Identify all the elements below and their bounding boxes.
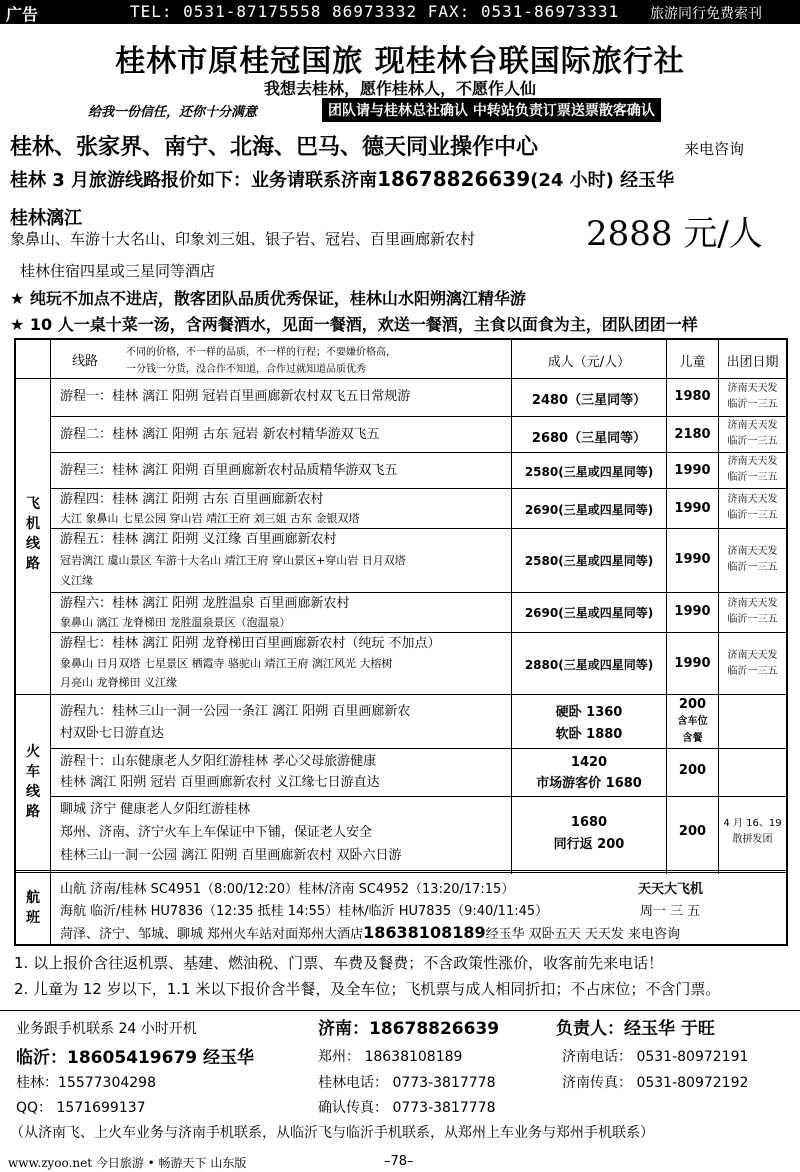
ad-label: 广告 [6,5,39,24]
departure: 济南天天发 临沂一三五 [727,456,778,483]
departure: 济南天天发 临沂一三五 [727,650,778,677]
adult-price: 2580(三星或四星同等) [524,465,654,479]
row-detail: 象鼻山 漓江 龙脊梯田 龙胜温泉景区（泡温泉） [60,616,291,629]
table-row: 游程一：桂林 漓江 阳朔 冠岩百里画廊新农村双飞五日常规游 [60,389,411,404]
child-price: 1990 [674,656,711,671]
adult-price: 硬卧 1360 软卧 1880 [555,705,623,742]
mobile-note: 业务跟手机联系 24 小时开机 [16,1021,197,1037]
operation-centers: 桂林、张家界、南宁、北海、巴马、德天同业操作中心 [10,135,539,160]
table-row: 游程二：桂林 漓江 阳朔 古东 冠岩 新农村精华游双飞五 [60,427,380,442]
quote-suffix: (24 小时) 经玉华 [530,170,675,191]
header-route: 线路 [72,354,99,369]
quote-phone: 18678826639 [377,167,531,191]
flight-hu-freq: 周一 三 五 [640,904,701,919]
child-price: 200 [678,763,707,778]
jinan-fax: 济南传真： 0531-80972192 [562,1075,749,1091]
confirm-banner: 团队请与桂林总社确认 中转站负责订票送票散客确认 [322,98,661,122]
table-row: 游程四：桂林 漓江 阳朔 古东 百里画廊新农村 [60,492,324,507]
zhengzhou-contact: 郑州： 18638108189 [318,1049,463,1065]
category-train: 火 车 线 路 [26,744,40,820]
adult-price: 2690(三星或四星同等) [524,606,654,620]
departure: 济南天天发 临沂一三五 [727,383,778,410]
category-flight: 飞 机 线 路 [26,496,40,572]
row-detail: 冠岩漓江 虞山景区 车游十大名山 靖江王府 穿山景区+穿山岩 日月双塔 [60,554,406,567]
row-detail: 义江缘 [60,574,93,587]
flight-sc-freq: 天天大飞机 [638,882,704,897]
centers-sub: 来电咨询 [684,140,745,158]
row-detail: 月亮山 龙脊梯田 义江缘 [60,676,177,689]
row-detail: 象鼻山 日月双塔 七星景区 栖霞寺 骆驼山 靖江王府 漓江风光 大榕树 [60,657,393,670]
adult-price: 2680（三星同等） [531,431,647,446]
adult-price: 2580(三星或四星同等) [524,554,654,568]
child-price: 200 [678,824,707,839]
table-row: 游程七：桂林 漓江 阳朔 龙脊梯田百里画廊新农村（纯玩 不加点） [60,636,441,651]
child-price: 1990 [674,604,711,619]
divider [0,1010,800,1011]
table-row: 游程十：山东健康老人夕阳红游桂林 孝心父母旅游健康 [60,754,377,769]
child-price: 200 含车位 含餐 [677,697,708,744]
header-note-2: 一分钱一分货，没合作不知道，合作过就知道品质优秀 [126,364,366,375]
table-row: 游程九：桂林三山一洞一公园一条江 漓江 阳朔 百里画廊新农 [60,704,411,719]
note-2: 2. 儿童为 12 岁以下，1.1 米以下报价含半餐，及全车位；飞机票与成人相同折扣；不占床位；不含门票。 [14,980,721,998]
flight-hu: 海航 临沂/桂林 HU7836（12:35 抵桂 14:55）桂林/临沂 HU7835（9:40/11:45） [60,904,549,919]
departure: 济南天天发 临沂一三五 [727,420,778,447]
table-row: 游程三：桂林 漓江 阳朔 百里画廊新农村品质精华游双飞五 [60,463,398,478]
feature-point-1: ★ 纯玩不加点不进店，散客团队品质优秀保证，桂林山水阳朔漓江精华游 [10,289,526,308]
adult-price: 2480（三星同等） [531,393,647,408]
header-child: 儿童 [679,355,706,370]
header-adult: 成人（元/人） [547,355,631,370]
row-detail: 郑州、济南、济宁火车上车保证中下铺，保证老人安全 [60,825,373,840]
table-row: 游程五：桂林 漓江 阳朔 义江缘 百里画廊新农村 [60,532,337,547]
child-price: 1990 [674,501,711,516]
page-number: –78– [384,1154,414,1169]
guilin-contact: 桂林：15577304298 [16,1075,156,1091]
confirm-fax: 确认传真： 0773-3817778 [318,1100,496,1116]
child-price: 1990 [674,463,711,478]
page-title: 桂林市原桂冠国旅 现桂林台联国际旅行社 [115,44,685,79]
note-1: 1. 以上报价含往返机票、基建、燃油税、门票、车费及餐费；不含政策性涨价，收客前先来电话！ [14,954,664,972]
bottom-strip [0,1152,800,1172]
feature-name: 桂林漓江 [10,208,82,229]
header-departure: 出团日期 [726,355,779,370]
row-detail: 桂林三山一洞一公园 漓江 阳朔 百里画廊新农村 双卧六日游 [60,848,402,863]
row-detail: 村双卧七日游直达 [60,726,165,741]
table-row: 聊城 济宁 健康老人夕阳红游桂林 [60,802,251,817]
jinan-tel: 济南电话： 0531-80972191 [562,1049,749,1065]
header-note-1: 不同的价格，不一样的品质，不一样的行程；不要嫌价格高， [126,347,396,358]
trust-line: 给我一份信任，还你十分满意 [88,105,258,120]
guilin-tel: 桂林电话： 0773-3817778 [318,1075,496,1091]
feature-point-2: ★ 10 人一桌十菜一汤，含两餐酒水，见面一餐酒，欢送一餐酒，主食以面食为主，团队团团一样 [10,315,698,334]
departure: 济南天天发 临沂一三五 [727,598,778,625]
departure: 4 月 16、19 散拼发团 [723,818,782,845]
quote-prefix: 桂林 3 月旅游线路报价如下：业务请联系济南 [10,170,378,191]
qq: QQ： 1571699137 [16,1100,146,1116]
price-table [14,338,788,946]
departure: 济南天天发 临沂一三五 [727,546,778,573]
manager: 负责人：经玉华 于旺 [556,1019,715,1039]
child-price: 1980 [674,389,711,404]
contact-line: TEL: 0531-87175558 86973332 FAX: 0531-86973331 [130,2,620,21]
contact-note: （从济南飞、上火车业务与济南手机联系，从临沂飞与临沂手机联系，从郑州上车业务与郑州手机联系） [10,1125,654,1141]
row-detail: 大江 象鼻山 七星公园 穿山岩 靖江王府 刘三姐 古东 金银双塔 [60,512,360,525]
linyi-contact: 临沂：18605419679 经玉华 [16,1048,255,1068]
flight-sc: 山航 济南/桂林 SC4951（8:00/12:20）桂林/济南 SC4952（13:20/17:15） [60,882,515,897]
departure: 济南天天发 临沂一三五 [727,494,778,521]
feature-price: 2888 元/人 [586,214,763,254]
adult-price: 1680 同行返 200 [553,815,625,852]
top-bar [0,0,800,24]
adult-price: 2690(三星或四星同等) [524,503,654,517]
slogan: 我想去桂林，愿作桂林人，不愿作人仙 [263,79,536,98]
feature-spots: 象鼻山、车游十大名山、印象刘三姐、银子岩、冠岩、百里画廊新农村 [10,230,476,248]
row-detail: 桂林 漓江 阳朔 冠岩 百里画廊新农村 义江缘七日游直达 [60,775,380,790]
adult-price: 1420 市场游客价 1680 [536,755,642,791]
adult-price: 2880(三星或四星同等) [524,658,654,672]
feature-hotel: 桂林住宿四星或三星同等酒店 [20,262,216,280]
site-name: www.zyoo.net 今日旅游 • 畅游天下 山东版 [8,1156,247,1170]
child-price: 2180 [674,427,711,442]
quote-line [10,166,674,192]
train-zhengzhou: 菏泽、济宁、邹城、聊城 郑州火车站对面郑州大酒店18638108189经玉华 双卧五天 天天发 来电咨询 [60,923,681,942]
jinan-contact: 济南：18678826639 [318,1019,500,1039]
table-row: 游程六：桂林 漓江 阳朔 龙胜温泉 百里画廊新农村 [60,596,350,611]
child-price: 1990 [674,552,711,567]
index-label: 旅游同行免费索刊 [650,6,762,22]
category-air: 航 班 [26,890,40,926]
